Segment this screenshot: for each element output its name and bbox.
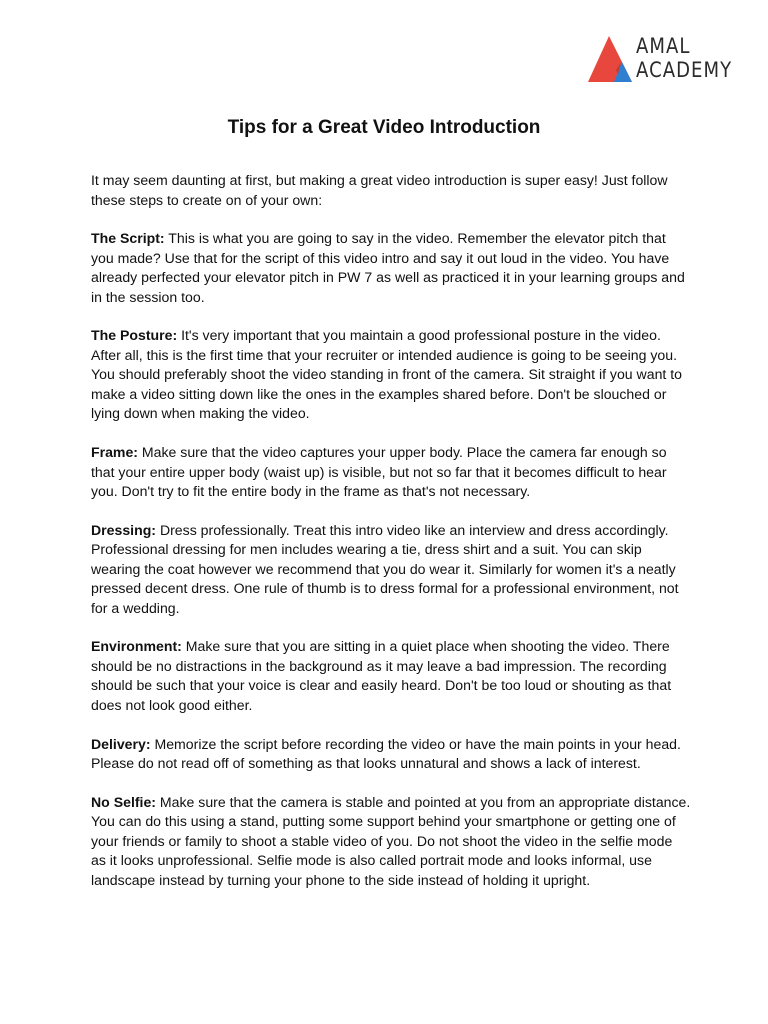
section-text: Make sure that you are sitting in a quiet place when shooting the video. There should be no distractions in the background as it may leave a bad impression. The recording should be such that your voice is clear and easily heard. Don't be too loud or shouting as that does not look good either. xyxy=(91,638,672,713)
section-term: Frame: xyxy=(91,444,138,461)
section-term: Delivery: xyxy=(91,735,151,752)
section-text: It's very important that you maintain a good professional posture in the video. After all, this is the first time that your recruiter or intended audience is going to be seeing you. You should preferably shoot the video standing in front of the camera. Sit straight if you want to make a video sitting down like the ones in the examples shared before. Don't be slouched or lying down when making the video. xyxy=(91,327,682,422)
triangle-logo-icon xyxy=(588,36,634,84)
section-term: Environment: xyxy=(91,638,182,655)
section-dressing xyxy=(91,521,691,619)
logo-line-1: AMAL xyxy=(636,34,691,58)
document-body xyxy=(91,171,691,910)
section-environment xyxy=(91,637,691,715)
section-delivery xyxy=(91,735,691,774)
section-frame xyxy=(91,443,691,502)
section-text: Make sure that the camera is stable and pointed at you from an appropriate distance. You can do this using a stand, putting some support behind your smartphone or getting one of your friends or family to shoot a stable video of you. Do not shoot the video in the selfie mode as it looks unprofessional. Selfie mode is also called portrait mode and looks informal, use landscape instead by turning your phone to the side instead of holding it upright. xyxy=(91,793,691,888)
intro-paragraph: It may seem daunting at first, but making a great video introduction is super easy! Just follow these steps to create on of your own: xyxy=(91,172,668,208)
section-script xyxy=(91,229,691,307)
section-term: The Posture: xyxy=(91,327,178,344)
section-term: The Script: xyxy=(91,230,165,247)
section-term: Dressing: xyxy=(91,521,157,538)
section-term: No Selfie: xyxy=(91,793,156,810)
section-text: Make sure that the video captures your upper body. Place the camera far enough so that your entire upper body (waist up) is visible, but not so far that it becomes difficult to hear you. Don't try to fit the entire body in the frame as that's not necessary. xyxy=(91,444,667,500)
page-title: Tips for a Great Video Introduction xyxy=(227,117,541,138)
logo-line-2: ACADEMY xyxy=(636,58,733,82)
section-text: Memorize the script before recording the video or have the main points in your head. Please do not read off of something as that looks unnatural and shows a lack of interest. xyxy=(91,735,681,772)
amal-academy-logo xyxy=(588,34,738,86)
section-text: This is what you are going to say in the video. Remember the elevator pitch that you made? Use that for the script of this video intro and say it out loud in the video. You have already perfected your elevator pitch in PW 7 as well as practiced it in your learning groups and in the session too. xyxy=(91,230,685,305)
section-text: Dress professionally. Treat this intro video like an interview and dress accordingly. Professional dressing for men includes wearing a tie, dress shirt and a suit. You can skip wearing the coat however we recommend that you do wear it. Similarly for women it's a neatly pressed decent dress. One rule of thumb is to dress formal for a professional environment, not for a wedding. xyxy=(91,521,679,616)
section-no-selfie xyxy=(91,793,691,891)
section-posture xyxy=(91,326,691,424)
